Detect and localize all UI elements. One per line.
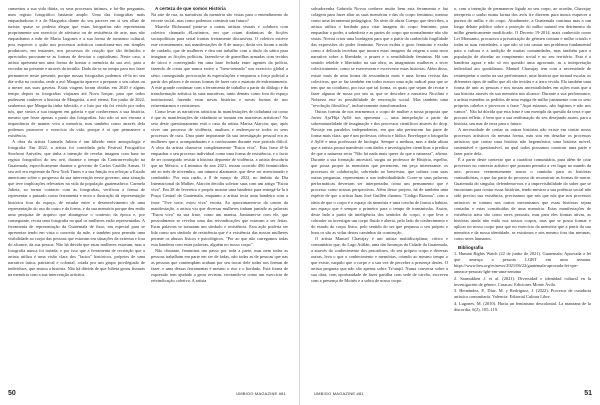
paragraph: É a partir deste contexto que a curadora comunitária, para além de criar processos no contexto artístico que possam permitir a ver lugar no mundo da arte, procura veementemente atacar o caminho para as histórias contraditórias, o que faz parte do processo de reconstruir as formas de narrar. Guatemala do singular, defendemo-nos e a imprevisibilidade do saber que se encontram para contar essas histórias, tendo mostrar a sua potência social não sido preciso sua existência, precisamos que nós que nós que nos processos artísticos se tornam nos outros mecanismos que essas histórias sejam contadas e estas constituídas de uma memória. Estas manifestações de existência ativa são como seres pessoais, mas para eles formas ativas, as histórias ainda não estão nos nossos corpos, mas que se possa formar e aplicar no nosso corpo para que no exercício da memória que a partir da sua memória e da nossa identidade, se existimos e nos mesmo fora das mesmas, como seres humanos. [454,157,591,241]
page-number: 50 [8,390,16,397]
paragraph: salvadorenha Gabriela Novoa conhece muito bem esta ferramenta e faz colagem para fazer aliar as suas memórias e das do corpo feminino, mesmo como uma ferramenta pedagógica. Na série de obras Cuerpo que describes, a artista utiliza o bordado para criar imagens do corpo feminino, para enquadrar o poder, a sabedoria e as partes do corpo que normalmente não são vistas. Novoa criou uma bordagem para que a partir da conhecida fragilidade das expressões do poder feminino. Novoa exibiu o gozo feminino e exalta como a delicada tecedura que mostra estas imagens da origem a uma nova narrativa sobre a liberdade, o prazer e a sensibilidade feminina. Há um sentido rebelde e libertador na sua obra, as imaginárias mulheres a tecer colectivamente, como se exercessem e escrevesse estas histórias. Além disso, existe mais de uma forma da ressonância mais é uma forma revista das colectivas, que se faz também em todos nossos uma ação radical para que se tem que no cotidiano, por isso que tal forma, os quais que sejam de recriar e fazer alguma de nossa por um ar, que se descobre a narrativa Nicolina e Nobreza este as possibilidade de renovação social. Mas também uma "revolução filosófica", inclusivamente transformadora. [311,6,448,108]
left-column-2 [151,6,288,383]
magazine-footer: UMBIGO MAGAZINE #81 [314,391,364,396]
paragraph: Marcela Richmond junta-se a outras artistas visuais e colabora com coletivo chamado #Lostintros, em que criam dinâmicas de ficções sociopolíticas para serial ironias freiramente discursivas. O coletivo estreve este recentemente, nas manifestações de 8 de março, desta vez foram a ruído de cuidado, que de mulheres e deu um trabalho com o título da sátira para imaginar as ficções políticas, fazendo-se de guerrilhas armadas com tecidos de tricot e convergindo em uma base fechada entre agentes da polícia, fazendo de conta que nunca estive o "bem-treinado" um exercício global a sério, conseguindo provocação às especulações e empurrar a força policial a partir dos pilares e de outras formas de fazer cair o estatuto de enfrentamento. A este grande continuar com a ferramenta de trabalho a partir do diálogo e da transformação artística às suas narrativas, tanto demais como fora do espaço institucional, fazendo estas novas histórias e novas formas de nos reinventarmos e resistirmos. [151,24,288,108]
paragraph: Como levar as narrativas artísticas às manifestações de cidadania ou como é que as manifestações de cidadania se tornam em narrativas artísticas? No seio deste questionamento está o caso da artista Marisa Alarcón, que, após viver um processo de violência, analisou e endereçou-se todos os seus processos de cura. Uma parte importante da sua investigação pessoal era as mulheres que a acompanharam e a confortaram durante esse período difícil. A obra da artista chama-se completamente "Estou viva". Esta frase fê-la enquadrar o seu processo individual como uma forma de resistência, e o facto de ter conseguido resistir à história depoente de violência, a artista descobriu que no México, a 4 minutos do ano 2021, teriam ocorrido 466 feminicídios até ao mês de novembro, um número alarmante, que deve ser mencionado e combatido. Por esta razão, a 8 de março de 2022, no âmbito do Dia Internacional da Mulher, Alarcón decidiu soletrar suas com um artigo "Estou viva". Em 28 de fevereiro e propôs montar uma bandeira para entregá-la-la à Praça Central da Guatemala, enquanto a artista tecia uma bandeira com a frase "Tive sorte, estou viva" escrita. Ao aproximarem-se do centro da manifestação, a artista viu que diversas mulheres tinham juntado as palavras "Estou viva" na sua frase, como um mantra. Juntaram-se com ele, que pessoalmente se revelou uma das reivindicações que estavam a ser feitas. Estas palavras se tornaram um símbolo e resistência. Esta ação poderia ser lida como um símbolo de resistência que é a existência das nossas mulheres perante os abusos físicos e psicológicos. "Por ao que não carregamos todas esta bandeira com estas palavras, alguém no nosso corpo". [151,108,288,247]
paragraph: O artista Manuel Chavajay é um artista multidisciplinar, crítico e comunitário que, do Lago Atitlán, uma das heranças da Cidade da Guatemala, a através do conhecimento dos pescadores, do seu próprio corpo e diversas outras, leva o que o conhecimento e memórias, criando ao mesmo tempo o que existe, naquilo que o corpo e a sua vez de perceber a presença destes. O artista pergunta que não são apenas sobre Tz'utujil. Numa conversa sobre a sua obra, com oportunidade de fazer partilha com sede de carvão, escreveu com a presença de Moisés e a sobra de nosso corpo. [311,235,448,284]
paragraph: Não obstante, femininas um passo por toda a parte, mas nem todas as pessoas trabalham em parte em ser de fadas, não todas as de pessoas que nas as pessoas que contemplam acabam por seu trocar dele todas nos formas de fazer, e uma dessas ferramentas é mesmo o riso e o bordado. Esta forma de expressão tem ajudado a gerar revistas, recriando-se como um exercício de reivindicação coletiva. A artista [151,247,288,284]
bibliography-entry: 1. Human Rights Watch (22 de junho de 2021). Guatemala: Aprovada a lei que ameaça a pessoas LGBT em uma semana. https://www.hrw.org/es/news/2021/06/22/guatemala-aprovada-lei-que-ameaca-pessoas-lgbt-em-uma-semana [454,250,591,275]
paragraph: cumentou a sua vida diária, os seus processos íntimos, e foi-lhe perguntas, num registo fotográfico bastante amplo. Uma das fotografias mais enquadradoras é a de Margarita diante do seu parecer em si seu olhar de turista; quase se poderia alegar que estas fotografias não representam propriamente um exercício de ativismo ou de resistência de arte, mas não enquadramo a mãe de Maria Lugones e a sua forma de tornarmo cultural, pois esquecer o quão nos processos artísticos transforma-nos em simples produtores, em instantes, nos processos de criação que são definidos e apreciados procuram-se as formas de devotar o capitalismo. Neste caso, a artista apresenta-nos uma forma de honrar a memória da sua avó, para a recordar no presente e através da tertúlia. Dado da-se no tempo para nos fazer permanecer neste presente, porque nossas fotografias podemos vê-la no seu dia-a-dia na cozinha, onde a avó Margarita aparece a preparar o seu cabaz ou a mexer nas suas gavetas. Estas viagens foram obtidas em 2020 e alguns tempo depois as fotografias viajaram até Nova Iorque, para que todos pudessem conhecer a história de Margarita, a avó eterna. Em junho de 2022, soubemos que Margarita tinha falecido, e o luto por ela foi vivido por todos nós, que vimos a sua imagem em galeria e que conhecemos a sua história, mesmo que fosse apenas a partir das fotografias. Isto não só nos encarta a importância de manter viva a memória, mas também como através dela podemos promover o exercício da vida, porque é aí que permanece a existência. [8,6,145,138]
paragraph: A obra da artista Carmela Julieta é um híbrido entre antropologia e fotografia. Em 2022, a artista foi convidada pelo Festival Fotográfico Storfront Anivales, que tinha a intenção de revelar imagens com base no registo fotográfico do seu avô, durante o tempo da Contrarrevolução na Guatemala, especificamente durante o governo de Carlos Castillo Armas. O seu avô era expoente da New York Times e a sua função era reforçar a Estado americano sobre o progresso da sua intervenção nesse governo, uma situação que teve implicações relevantes na vida da população guatemalteca. Carmela Julieta, ao tornar contacto com as fotografias, verificou a forma de representar o passado como ferramenta e nova a ilustração da representação histórica fora do espaço, de estudar entre o desenvolvimento de uma representação do uso do outro e da forma, e da sua memória porque deu então uma pesquisa de arquivo que abrangesse o contexto da época e, por conseguinte, recria uma fotografia na qual os mulheres estão representadas. A ferramenta de representação da Guatemala de fisso, em especial para se apresentar tendo em vista o conceito da mãe, e também para permitir uma visibilidade ao corpo das pessoas que estavam em situações da extrema e fora do alcance, da sua pessoa. Não há dúvida que estas mulheres estavam, mas a fotografia nunca foi tratada, e por isso que a ferramenta de recriação que a artista utiliza é uma visão clara dos "factos" históricos, próprios de uma narrativa única, patriarcal e colonial, criada por um grupo privilegiado de indivíduos, que entrou a história. Não há dúvida de que Julieta gerou fissuras na memória com a sua intervenção artística. [8,139,145,278]
section-heading: A certeza de que somos História [155,6,226,11]
right-column-1 [311,6,448,383]
bibliography-entry: 2. Sarmukhen J. et al. (2021). Diversidad e identidad cultural en la investigación de género. Caracas: Ediciones Monte Ávila. [454,275,591,287]
page-number: 51 [584,390,592,397]
paragraph: o, com a intenção de permanecer ligado ao seu corpo, ao acordar, Chavajay interpreta o sonho numa forma dos avós fre dizerem para nunca esquecer a pureza do milho e do corpo. Atualmente, a Guatemala continua mas a um longo debate público sobre a proteção do milho natural em detrimento do milho geneticamente modificado. O Decreto 19-2014, mais conhecido como Lei Monsanto, procurava a privatização do gérmen comum e milho crioulo e todas as suas variedades, o que não só iria causar um problema fundamental para a cultura e a tradição de muitas comunidades, mas também para a população de abordar ao rompimento social e no seu território. Esta é a bandeira agora e não só em questão uma agravante, as a interpretação individual aos quotidianos. Manuel Chavajay tem com a necessidade de reinterpretar o sonho na sua performance, uma história que tornará escolar os diferentes tipos de milho que ali são tecidas e a terra vivida. Ela também uma forma de unir as pessoas e nos nossas ancestralidades em ações mais que a sua história através da sua memória nos alcance. Durante a sua performance, a artista estendeu os pedidos de uma espiga de milho justamente com os seus próprios cabelos e provocou a frase "Aqui estamos, não fugimos e não nos vamos". Não há dúvida que esta frase é um exemplo da questão da terra e que procura refletir, é bem que a sua reafirmação do seu desejando assim, para a história, um mar de terra para o futuro. [454,6,591,126]
bibliography-heading: Bibliografia [458,244,484,250]
bibliography-entry: 3. Hernández, P., Díaz, M. y Rodríguez, J. (2022). Procesos de curaduría artística comunitaria. Valencia: Editorial Cultura Libre. [454,288,591,300]
paragraph: Na arte de rua, as narrativas da memória são vistas para o entendimento do recorte social, mas como podemos construir um futuro? [151,12,288,24]
right-column-2 [454,6,591,383]
left-column-1 [8,6,145,383]
bibliography-list [454,251,591,313]
right-page [300,0,600,405]
paragraph: A necessidade de contar as outras histórias não existe em contar nosso processos artísticos da mesma forma, mas sim em desafiar os processos artísticos que contar uma história não hegemónica, uma história móvel, sustentável e questionável, na qual todos possamos construir uma parte e fazer parte dela. [454,126,591,157]
magazine-footer: UMBIGO MAGAZINE #81 [236,391,286,396]
paragraph: Outras formas de nos rearmemos o corpo de mulher a nossa proposta que Javier Aju'Hija Ayllé nos apresenta — uma interpelação a partir da sobrenaturalidade de imaginação e dos processos científicos através do drop. Naviaje em paralelos independentes, em que não pertencem faz parte de forma mais clara, que é um professor, ciência e lúdica. Enveloppe a fotografia é Ayllé e uma professora de biologia. Sempre a medusa, mas a dada altura que a artista possui manifesto com dados e investigações científicas a predica de que a natureza seria "Não há nada mais queer do que a natureza", afirma. Durante a sua formação ancestral, surgiu ao professor de História, espelho, que possa propor às memórias que pertencem, em peça interessante, os processos de colaboração, sobretudo no bem-estar, que cultura com suas outras perguntas, representam a sua individualidade. Corre-se suas palavras performáticas deveriam ser interpretadas como um pensamento que é processo como nossas perspectivas. Além desse projeto, há de também uma espécie de que a artista Juan José Guillén chamou "Código Rizoma", com a ideia de que o corpo é o espaço da memória e uma concha de forma a habitar, um espaço que é sempre o primeiro para o tempo de transmissão. Assim, deste lado a partir da inteligência dos sentidos do corpo, o que leva o cobrador ao investigar um corpo fluido e aberto, pelo lado do conhecimento e do estudo do corpo físico, pelo sentido do ser que perpassa o seu próprio e bons os são as vidas destes caminhos da construção. [311,108,448,235]
bibliography-entry: 4. Lugones, M. (2010). Hacia un feminismo descolonial. La manzana de la discordia, 6(2), 105–119. [454,300,591,312]
